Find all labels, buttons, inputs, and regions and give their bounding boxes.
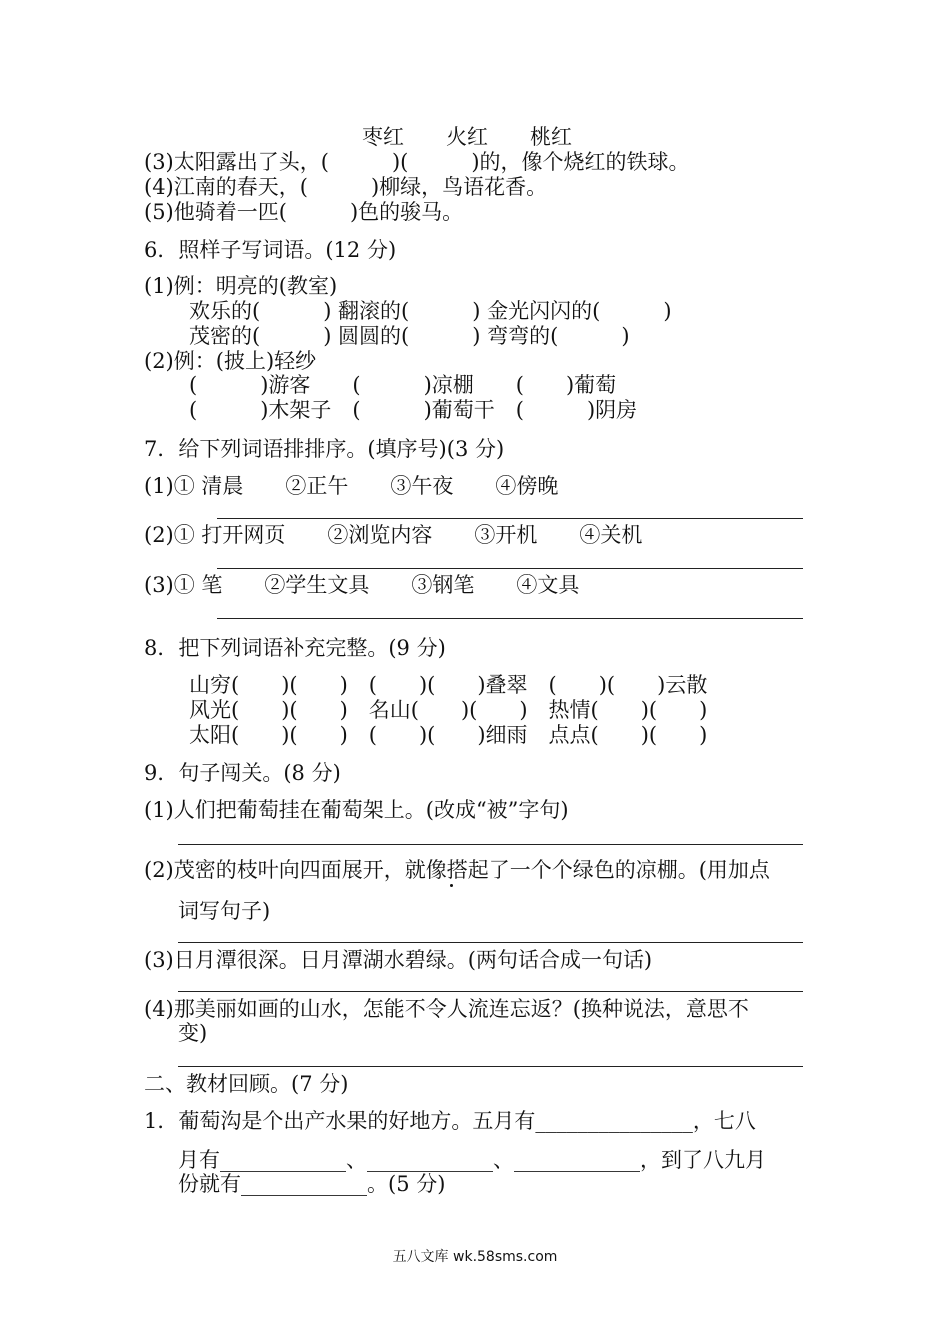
section-2-q1-line-2: 月有____________、____________、____________，到了八九月	[178, 1148, 766, 1172]
q9-title: 9．句子闯关。(8 分)	[144, 761, 341, 785]
q5-item-5: (5)他骑着一匹( )色的骏马。	[144, 200, 464, 224]
q6-row-3: ( )游客 ( )凉棚 ( )葡萄	[189, 373, 617, 397]
q7-item-2: (2)① 打开网页 ②浏览内容 ③开机 ④关机	[144, 523, 643, 547]
q7-answer-line-3[interactable]	[217, 618, 803, 619]
emphasis-dot	[450, 884, 453, 887]
q9-answer-line-4[interactable]	[178, 1066, 803, 1067]
q7-answer-line-2[interactable]	[217, 568, 803, 569]
q6-row-4: ( )木架子 ( )葡萄干 ( )阴房	[189, 398, 638, 422]
section-2-title: 二、教材回顾。(7 分)	[144, 1072, 349, 1096]
section-2-q1-line-1: 1．葡萄沟是个出产水果的好地方。五月有_______________，七八	[144, 1109, 756, 1133]
q6-row-1: 欢乐的( ) 翻滚的( ) 金光闪闪的( )	[189, 299, 672, 323]
q9-item-2-line-2: 词写句子)	[178, 899, 271, 923]
q7-answer-line-1[interactable]	[217, 518, 803, 519]
q9-item-4-line-2: 变)	[178, 1021, 208, 1045]
q5-item-4: (4)江南的春天，( )柳绿，鸟语花香。	[144, 175, 548, 199]
q9-answer-line-2[interactable]	[178, 942, 803, 943]
q9-item-2-line-1: (2)茂密的枝叶向四面展开，就像搭起了一个个绿色的凉棚。(用加点	[144, 858, 770, 882]
section-2-q1-line-3: 份就有____________。(5 分)	[178, 1172, 446, 1196]
q8-row-1: 山穷( )( ) ( )( )叠翠 ( )( )云散	[189, 673, 708, 697]
q6-example-2: (2)例：(披上)轻纱	[144, 349, 317, 373]
q9-item-1: (1)人们把葡萄挂在葡萄架上。(改成“被”字句)	[144, 798, 569, 822]
q8-row-3: 太阳( )( ) ( )( )细雨 点点( )( )	[189, 723, 708, 747]
q9-answer-line-3[interactable]	[178, 991, 803, 992]
q7-item-1: (1)① 清晨 ②正午 ③午夜 ④傍晚	[144, 474, 559, 498]
q7-item-3: (3)① 笔 ②学生文具 ③钢笔 ④文具	[144, 573, 580, 597]
word-bank: 枣红 火红 桃红	[362, 125, 572, 149]
q5-item-3: (3)太阳露出了头，( )( )的，像个烧红的铁球。	[144, 150, 690, 174]
q6-title: 6．照样子写词语。(12 分)	[144, 238, 397, 262]
q6-row-2: 茂密的( ) 圆圆的( ) 弯弯的( )	[189, 324, 630, 348]
q9-item-4-line-1: (4)那美丽如画的山水，怎能不令人流连忘返？(换种说法，意思不	[144, 997, 749, 1021]
q7-title: 7．给下列词语排排序。(填序号)(3 分)	[144, 437, 505, 461]
q9-answer-line-1[interactable]	[178, 844, 803, 845]
q9-item-3: (3)日月潭很深。日月潭湖水碧绿。(两句话合成一句话)	[144, 948, 653, 972]
q8-row-2: 风光( )( ) 名山( )( ) 热情( )( )	[189, 698, 708, 722]
q8-title: 8．把下列词语补充完整。(9 分)	[144, 636, 446, 660]
page-footer: 五八文库 wk.58sms.com	[392, 1249, 558, 1265]
q6-example-1: (1)例：明亮的(教室)	[144, 274, 338, 298]
